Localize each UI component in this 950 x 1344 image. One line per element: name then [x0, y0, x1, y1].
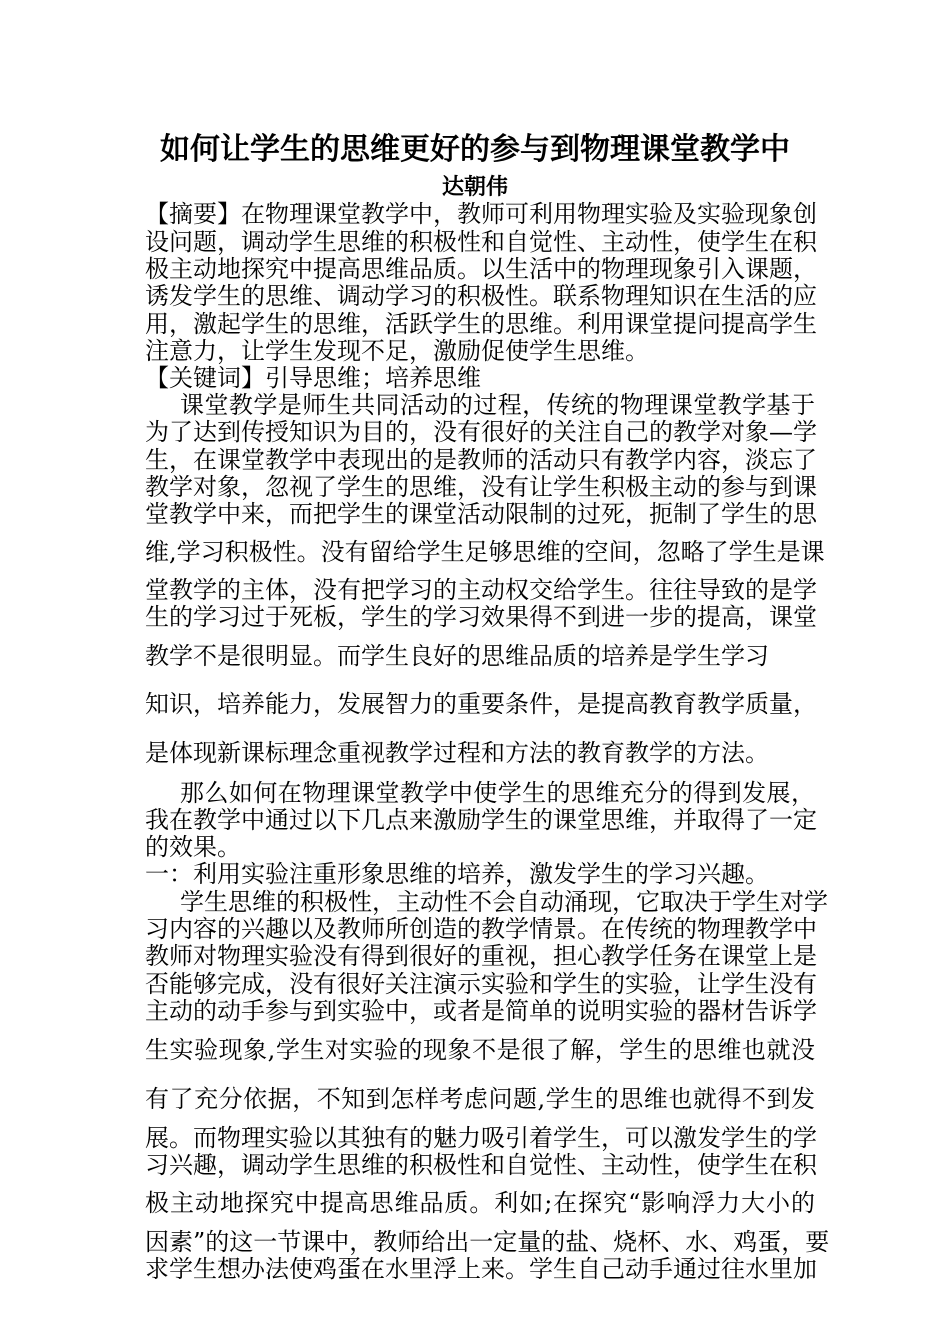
abstract-line: 极主动地探究中提高思维品质。以生活中的物理现象引入课题， — [145, 255, 817, 283]
body-line: 生，在课堂教学中表现出的是教师的活动只有教学内容，淡忘了 — [145, 446, 817, 474]
abstract-line: 用，激起学生的思维，活跃学生的思维。利用课堂提问提高学生 — [145, 310, 817, 338]
abstract-line: 注意力，让学生发现不足，激励促使学生思维。 — [145, 337, 649, 365]
keywords-line: 【关键词】引导思维；培养思维 — [145, 364, 481, 392]
body-line: 因素”的这一节课中，教师给出一定量的盐、烧杯、水、鸡蛋，要 — [145, 1228, 830, 1256]
document-title: 如何让学生的思维更好的参与到物理课堂教学中 — [160, 132, 790, 167]
abstract-line: 诱发学生的思维、调动学习的积极性。联系物理知识在生活的应 — [145, 282, 817, 310]
body-line: 我在教学中通过以下几点来激励学生的课堂思维，并取得了一定 — [145, 806, 817, 834]
body-line: 主动的动手参与到实验中，或者是简单的说明实验的器材告诉学 — [145, 997, 817, 1025]
body-line: 极主动地探究中提高思维品质。利如;在探究“影响浮力大小的 — [145, 1189, 815, 1217]
body-line: 教学对象，忽视了学生的思维，没有让学生积极主动的参与到课 — [145, 473, 817, 501]
body-line: 生实验现象,学生对实验的现象不是很了解，学生的思维也就没 — [145, 1036, 815, 1064]
body-line: 为了达到传授知识为目的，没有很好的关注自己的教学对象—学 — [145, 418, 817, 446]
body-line: 教师对物理实验没有得到很好的重视，担心教学任务在课堂上是 — [145, 942, 817, 970]
body-line: 习内容的兴趣以及教师所创造的教学情景。在传统的物理教学中 — [145, 915, 817, 943]
body-line: 否能够完成，没有很好关注演示实验和学生的实验，让学生没有 — [145, 970, 817, 998]
section-heading: 一：利用实验注重形象思维的培养，激发学生的学习兴趣。 — [145, 860, 769, 888]
body-line: 堂教学的主体，没有把学习的主动权交给学生。往往导致的是学 — [145, 576, 817, 604]
body-line: 生的学习过于死板，学生的学习效果得不到进一步的提高，课堂 — [145, 603, 817, 631]
body-line: 学生思维的积极性，主动性不会自动涌现，它取决于学生对学 — [180, 888, 828, 916]
body-line: 的效果。 — [145, 833, 241, 861]
body-line: 展。而物理实验以其独有的魅力吸引着学生，可以激发学生的学 — [145, 1124, 817, 1152]
body-line: 习兴趣，调动学生思维的积极性和自觉性、主动性，使学生在积 — [145, 1151, 817, 1179]
body-line: 课堂教学是师生共同活动的过程，传统的物理课堂教学基于 — [180, 391, 815, 419]
body-line: 教学不是很明显。而学生良好的思维品质的培养是学生学习 — [145, 642, 769, 670]
body-line: 维,学习积极性。没有留给学生足够思维的空间，忽略了学生是课 — [145, 538, 825, 566]
document-author: 达朝伟 — [441, 174, 508, 200]
body-line: 求学生想办法使鸡蛋在水里浮上来。学生自己动手通过往水里加 — [145, 1255, 817, 1283]
body-line: 那么如何在物理课堂教学中使学生的思维充分的得到发展， — [180, 779, 815, 807]
body-line: 知识，培养能力，发展智力的重要条件，是提高教育教学质量， — [145, 690, 817, 718]
body-line: 是体现新课标理念重视教学过程和方法的教育教学的方法。 — [145, 739, 769, 767]
body-line: 有了充分依据，不知到怎样考虑问题,学生的思维也就得不到发 — [145, 1085, 815, 1113]
body-line: 堂教学中来，而把学生的课堂活动限制的过死，扼制了学生的思 — [145, 500, 817, 528]
abstract-line: 【摘要】在物理课堂教学中，教师可利用物理实验及实验现象创 — [145, 200, 817, 228]
abstract-line: 设问题，调动学生思维的积极性和自觉性、主动性，使学生在积 — [145, 228, 817, 256]
